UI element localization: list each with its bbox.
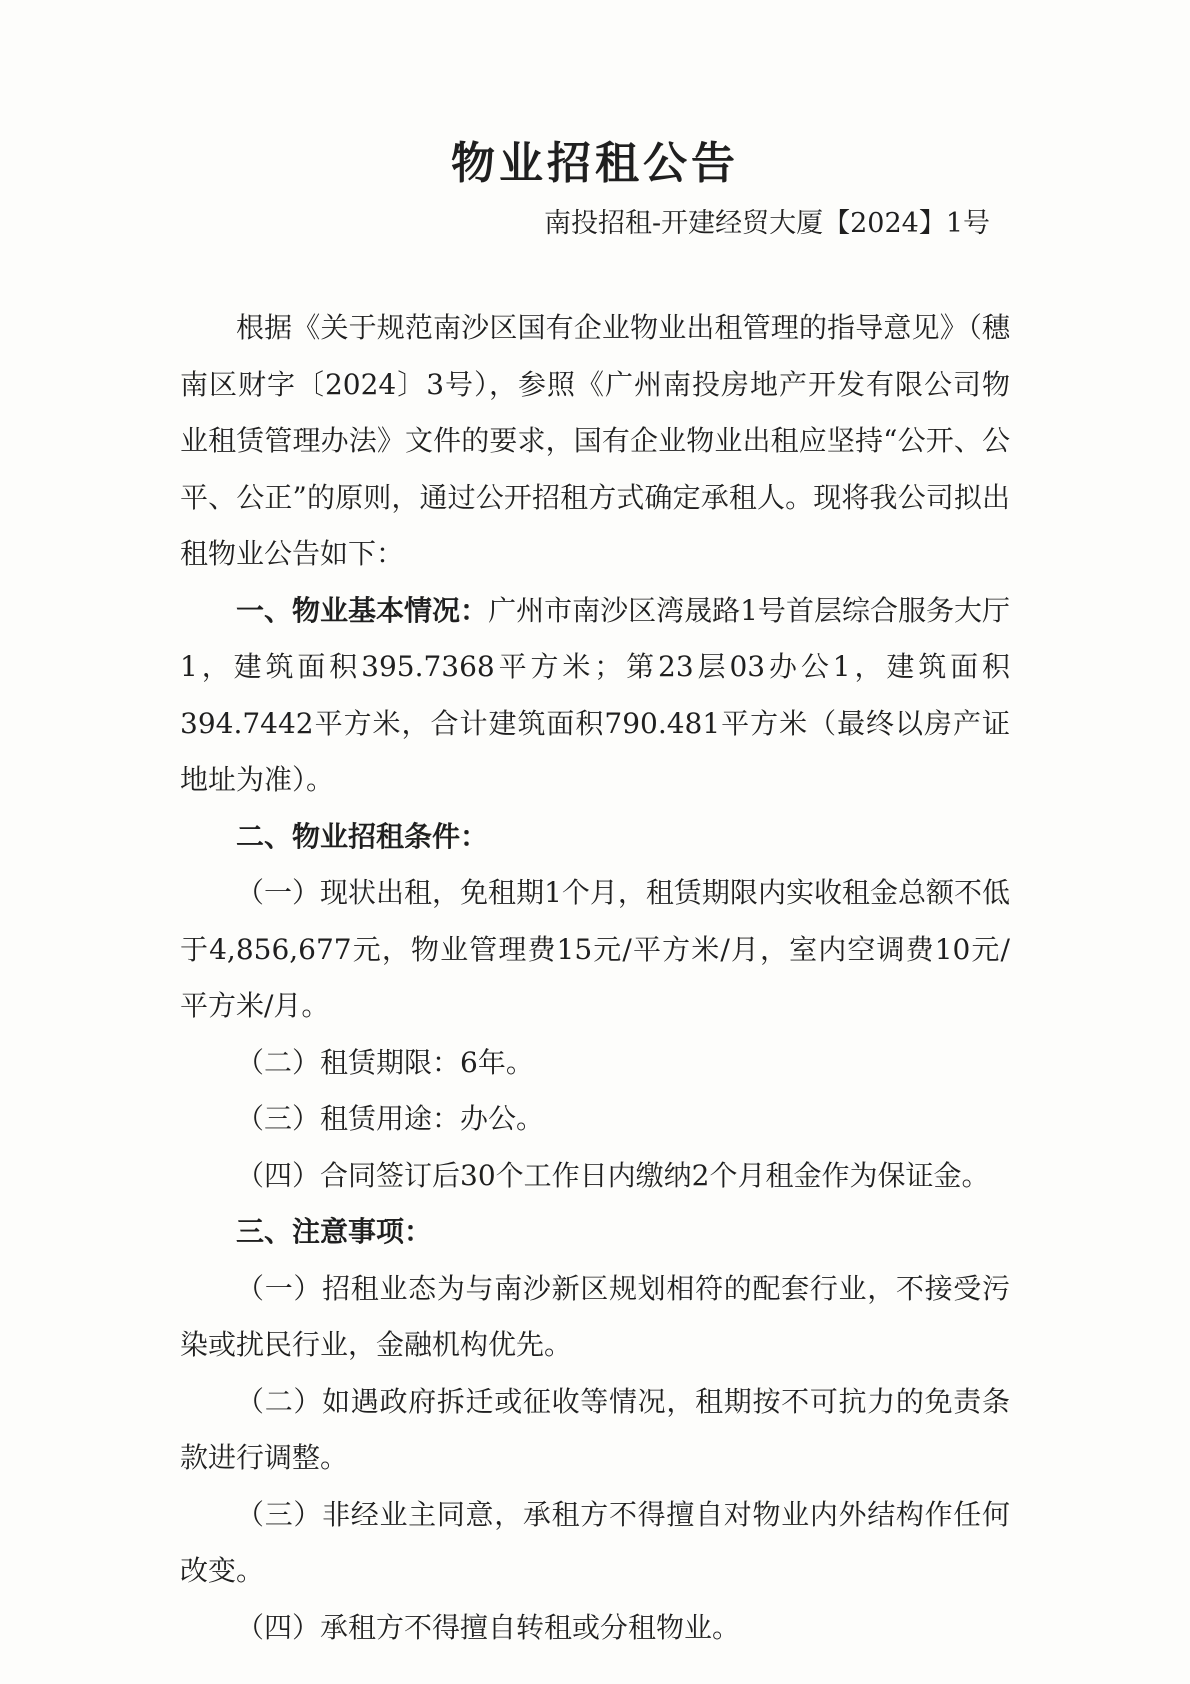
section-1-heading: 一、物业基本情况： (236, 593, 489, 627)
document-body (180, 300, 1010, 1656)
section-2-item: （三）租赁用途：办公。 (236, 1102, 545, 1135)
intro-paragraph: 根据《关于规范南沙区国有企业物业出租管理的指导意见》（穗南区财字〔2024〕3号），参照《广州南投房地产开发有限公司物业租赁管理办法》文件的要求，国有企业物业出租应坚持“公开、公平、公正”的原则，通过公开招租方式确定承租人。现将我公司拟出租物业公告如下： (180, 311, 1010, 570)
section-3-heading: 三、注意事项： (236, 1215, 433, 1248)
section-2-heading: 二、物业招租条件： (236, 819, 489, 853)
section-3-item: （三）非经业主同意，承租方不得擅自对物业内外结构作任何改变。 (180, 1497, 1010, 1587)
document-number: 南投招租-开建经贸大厦【2024】1号 (543, 208, 990, 239)
section-2-item: （一）现状出租，免租期1个月，租赁期限内实收租金总额不低于4,856,677元，物业管理费15元/平方米/月，室内空调费10元/平方米/月。 (180, 876, 1010, 1022)
section-3-item: （二）如遇政府拆迁或征收等情况，租期按不可抗力的免责条款进行调整。 (180, 1384, 1010, 1474)
section-3-item: （一）招租业态为与南沙新区规划相符的配套行业，不接受污染或扰民行业，金融机构优先。 (180, 1271, 1010, 1361)
section-3-item: （四）承租方不得擅自转租或分租物业。 (236, 1610, 741, 1644)
section-2-item: （二）租赁期限：6年。 (236, 1045, 534, 1079)
section-2-item: （四）合同签订后30个工作日内缴纳2个月租金作为保证金。 (236, 1158, 990, 1192)
section-1-text: 广州市南沙区湾晟路1号首层综合服务大厅1，建筑面积395.7368平方米；第23层03办公1，建筑面积394.7442平方米，合计建筑面积790.481平方米（最终以房产证地址为准）。 (180, 593, 1010, 796)
section-1-paragraph (180, 583, 1010, 809)
document-title: 物业招租公告 (451, 138, 739, 189)
